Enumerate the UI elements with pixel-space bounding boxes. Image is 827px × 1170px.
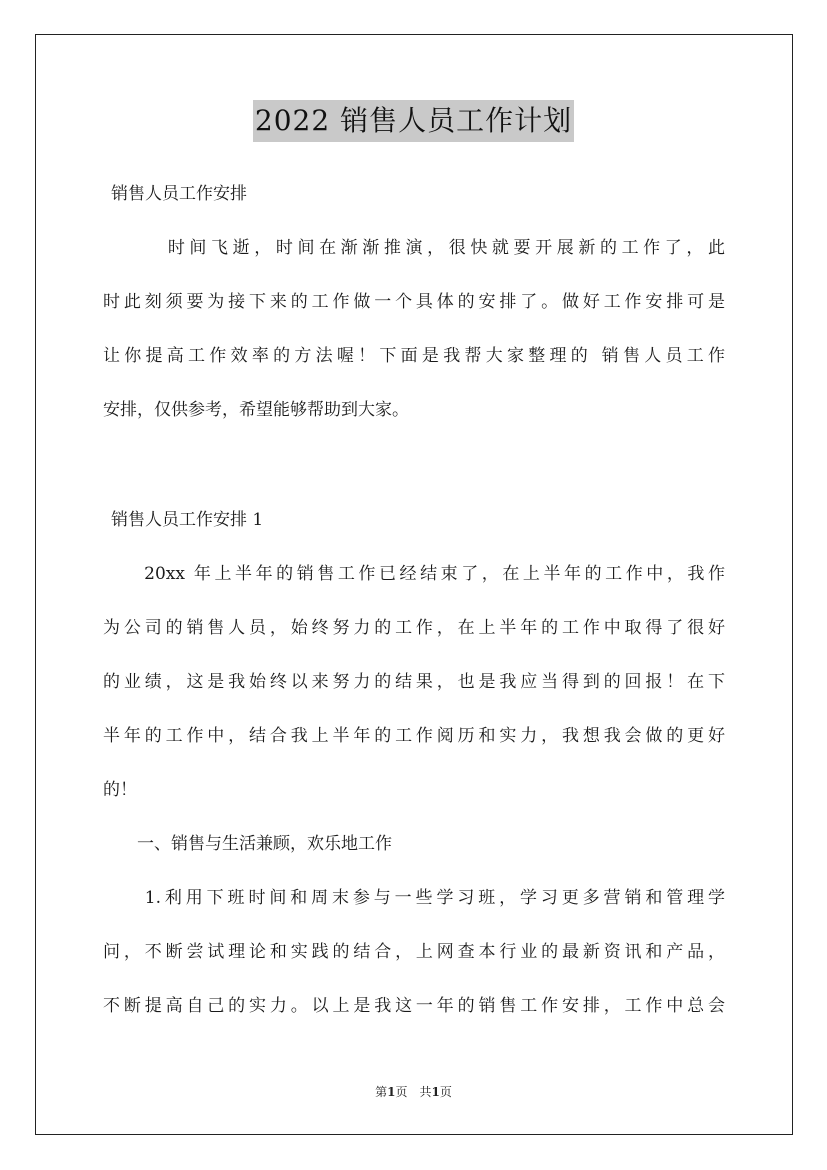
paragraph-line: 半年的工作中，结合我上半年的工作阅历和实力，我想我会做的更好 [103, 726, 725, 746]
subsection-heading: 一、销售与生活兼顾，欢乐地工作 [103, 834, 392, 854]
paragraph-line: 不断提高自己的实力。以上是我这一年的销售工作安排，工作中总会 [103, 996, 725, 1016]
paragraph-line: 的业绩，这是我始终以来努力的结果，也是我应当得到的回报！在下 [103, 672, 725, 692]
paragraph-line: 的！ [103, 780, 137, 800]
title-container [0, 100, 827, 142]
paragraph-line: 20xx 年上半年的销售工作已经结束了，在上半年的工作中，我作 [103, 564, 725, 584]
paragraph-line: 为公司的销售人员，始终努力的工作，在上半年的工作中取得了很好 [103, 618, 725, 638]
page-footer [0, 1083, 827, 1101]
section-heading: 销售人员工作安排 [111, 184, 247, 204]
document-title: 2022 销售人员工作计划 [253, 100, 574, 142]
paragraph-line: 1.利用下班时间和周末参与一些学习班，学习更多营销和管理学 [103, 888, 725, 908]
footer-page-number: 1 [387, 1085, 396, 1099]
intro-line: 时此刻须要为接下来的工作做一个具体的安排了。做好工作安排可是 [103, 292, 725, 312]
intro-line: 时间飞逝，时间在渐渐推演，很快就要开展新的工作了，此 [103, 238, 725, 258]
footer-page-total: 1 [431, 1085, 440, 1099]
footer-suffix: 页 [439, 1085, 452, 1099]
intro-line: 安排，仅供参考，希望能够帮助到大家。 [103, 400, 409, 420]
intro-line: 让你提高工作效率的方法喔！下面是我帮大家整理的 销售人员工作 [103, 346, 725, 366]
footer-prefix: 第 [375, 1085, 388, 1099]
footer-mid: 页 共 [395, 1085, 432, 1099]
paragraph-line: 问，不断尝试理论和实践的结合，上网查本行业的最新资讯和产品， [103, 942, 725, 962]
section-heading: 销售人员工作安排 1 [111, 510, 264, 530]
